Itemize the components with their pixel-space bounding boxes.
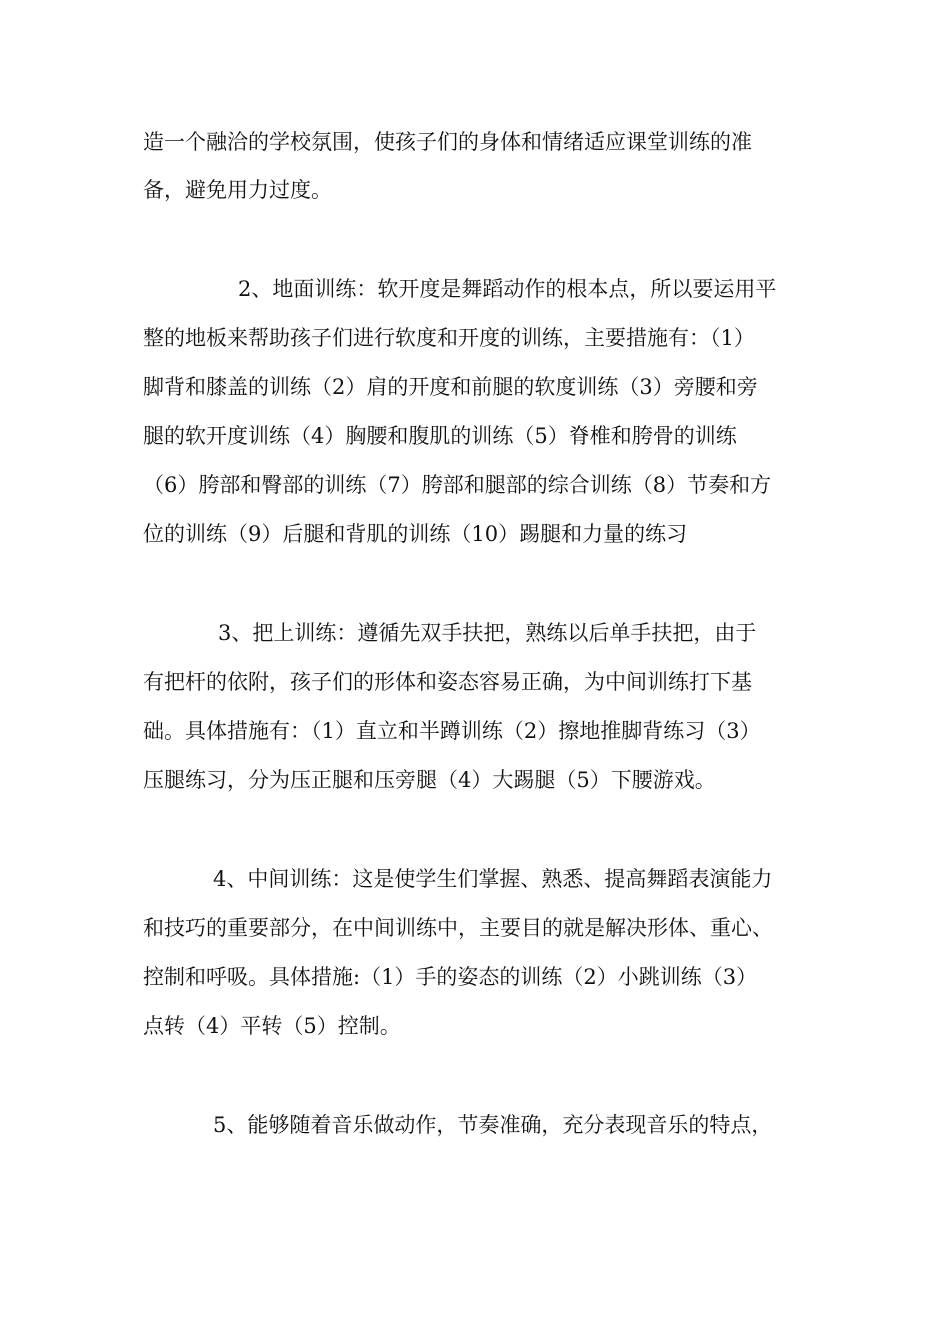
paragraph-2-line-6: 位的训练（9）后腿和背肌的训练（10）踢腿和力量的练习 [143, 522, 688, 546]
paragraph-3-line-3: 础。具体措施有：（1）直立和半蹲训练（2）擦地推脚背练习（3） [143, 719, 761, 743]
paragraph-3-line-4: 压腿练习，分为压正腿和压旁腿（4）大踢腿（5）下腰游戏。 [143, 768, 716, 792]
paragraph-3-line-1: 3、把上训练：遵循先双手扶把，熟练以后单手扶把，由于 [218, 621, 757, 645]
paragraph-5-line-1: 5、能够随着音乐做动作，节奏准确，充分表现音乐的特点， [213, 1113, 773, 1137]
paragraph-4-line-2: 和技巧的重要部分，在中间训练中，主要目的就是解决形体、重心、 [143, 916, 773, 940]
paragraph-1-line-2: 备，避免用力过度。 [143, 178, 332, 202]
paragraph-3-line-2: 有把杆的依附，孩子们的形体和姿态容易正确，为中间训练打下基 [143, 670, 752, 694]
paragraph-2-line-5: （6）胯部和臀部的训练（7）胯部和腿部的综合训练（8）节奏和方 [143, 473, 772, 497]
paragraph-2-line-1: 2、地面训练：软开度是舞蹈动作的根本点，所以要运用平 [238, 277, 777, 301]
paragraph-2-line-4: 腿的软开度训练（4）胸腰和腹肌的训练（5）脊椎和胯骨的训练 [143, 424, 737, 448]
paragraph-1-line-1: 造一个融洽的学校氛围，使孩子们的身体和情绪适应课堂训练的准 [143, 130, 752, 154]
paragraph-2-line-2: 整的地板来帮助孩子们进行软度和开度的训练，主要措施有：（1） [143, 326, 755, 350]
paragraph-4-line-1: 4、中间训练：这是使学生们掌握、熟悉、提高舞蹈表演能力 [213, 867, 773, 891]
paragraph-4-line-3: 控制和呼吸。具体措施:（1）手的姿态的训练（2）小跳训练（3） [143, 965, 758, 989]
paragraph-4-line-4: 点转（4）平转（5）控制。 [143, 1014, 401, 1038]
paragraph-2-line-3: 脚背和膝盖的训练（2）肩的开度和前腿的软度训练（3）旁腰和旁 [143, 375, 758, 399]
